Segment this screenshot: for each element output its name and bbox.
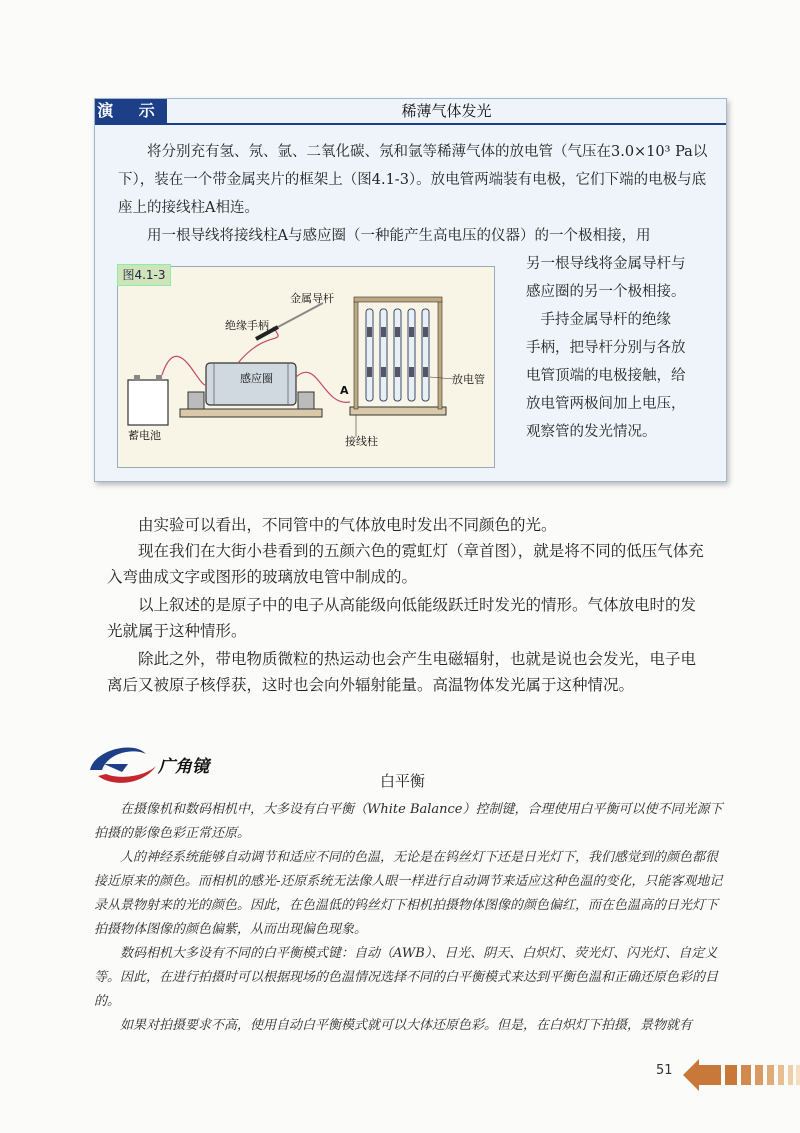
side-line: 观察管的发光情况。 xyxy=(526,424,657,440)
label-handle: 绝缘手柄 xyxy=(225,319,269,332)
label-battery: 蓄电池 xyxy=(128,429,161,442)
label-rod: 金属导杆 xyxy=(290,292,334,305)
guangjiaojing-title: 广角镜 xyxy=(158,757,209,777)
demo-header xyxy=(95,99,726,125)
side-line: 电管顶端的电极接触，给 xyxy=(526,368,686,384)
demo-paragraph-2: 用一根导线将接线柱A与感应圈（一种能产生高电压的仪器）的一个极相接，用 xyxy=(147,228,651,244)
demo-side-text xyxy=(526,250,716,446)
white-balance-title: 白平衡 xyxy=(380,772,426,790)
side-line: 放电管两极间加上电压， xyxy=(526,396,686,412)
left-arrow-icon xyxy=(683,1057,800,1093)
wb-paragraph-3: 数码相机大多设有不同的白平衡模式键：自动（AWB）、日光、阴天、白炽灯、荧光灯、闪光灯、自定义等。因此，在进行拍摄时可以根据现场的色温情况选择不同的白平衡模式来达到平衡色温和正确还原色彩的目的。 xyxy=(94,946,719,1009)
side-line: 手持金属导杆的绝缘 xyxy=(526,312,671,328)
label-a: A xyxy=(340,384,349,397)
page-number: 51 xyxy=(656,1063,673,1078)
body-paragraph-2: 现在我们在大街小巷看到的五颜六色的霓虹灯（章首图），就是将不同的低压气体充入弯曲成文字或图形的玻璃放电管中制成的。 xyxy=(107,542,704,586)
guangjiaojing-logo xyxy=(84,740,164,794)
label-coil: 感应圈 xyxy=(240,372,273,385)
body-paragraph-3: 以上叙述的是原子中的电子从高能级向低能级跃迁时发光的情形。气体放电时的发光就属于这种情形。 xyxy=(107,596,697,640)
body-paragraph-1: 由实验可以看出，不同管中的气体放电时发出不同颜色的光。 xyxy=(138,516,557,534)
wb-paragraph-1: 在摄像机和数码相机中，大多设有白平衡（White Balance）控制键，合理使用白平衡可以使不同光源下拍摄的影像色彩正常还原。 xyxy=(94,802,723,841)
demo-title: 稀薄气体发光 xyxy=(401,102,492,120)
figure-tag: 图4.1-3 xyxy=(117,264,171,286)
demo-tag: 演 示 xyxy=(95,99,167,123)
label-terminal: 接线柱 xyxy=(345,435,378,448)
body-paragraph-4: 除此之外，带电物质微粒的热运动也会产生电磁辐射，也就是说也会发光，电子电离后又被原子核俘获，这时也会向外辐射能量。高温物体发光属于这种情况。 xyxy=(107,650,697,694)
label-tube: 放电管 xyxy=(452,373,485,386)
swirl-logo-icon xyxy=(84,740,164,790)
wb-paragraph-4: 如果对拍摄要求不高，使用自动白平衡模式就可以大体还原色彩。但是，在白炽灯下拍摄，景物就有 xyxy=(120,1018,693,1033)
side-line: 另一根导线将金属导杆与 xyxy=(526,256,686,272)
side-line: 手柄，把导杆分别与各放 xyxy=(526,340,686,356)
page-arrow-decoration xyxy=(683,1057,800,1097)
demo-paragraph-1: 将分别充有氢、氖、氩、二氧化碳、氖和氩等稀薄气体的放电管（气压在3.0×10³ Pa以下），装在一个带金属夹片的框架上（图4.1-3）。放电管两端装有电极，它们下端的电极与底座上的接线柱A相连。 xyxy=(118,144,708,216)
wb-paragraph-2: 人的神经系统能够自动调节和适应不同的色温，无论是在钨丝灯下还是日光灯下，我们感觉到的颜色都很接近原来的颜色。而相机的感光-还原系统无法像人眼一样进行自动调节来适应这种色温的变化，只能客观地记录从景物射来的光的颜色。因此，在色温低的钨丝灯下相机拍摄物体图像的颜色偏红，而在色温高的日光灯下拍摄物体图像的颜色偏紫，从而出现偏色现象。 xyxy=(94,850,723,937)
side-line: 感应圈的另一个极相接。 xyxy=(526,284,686,300)
